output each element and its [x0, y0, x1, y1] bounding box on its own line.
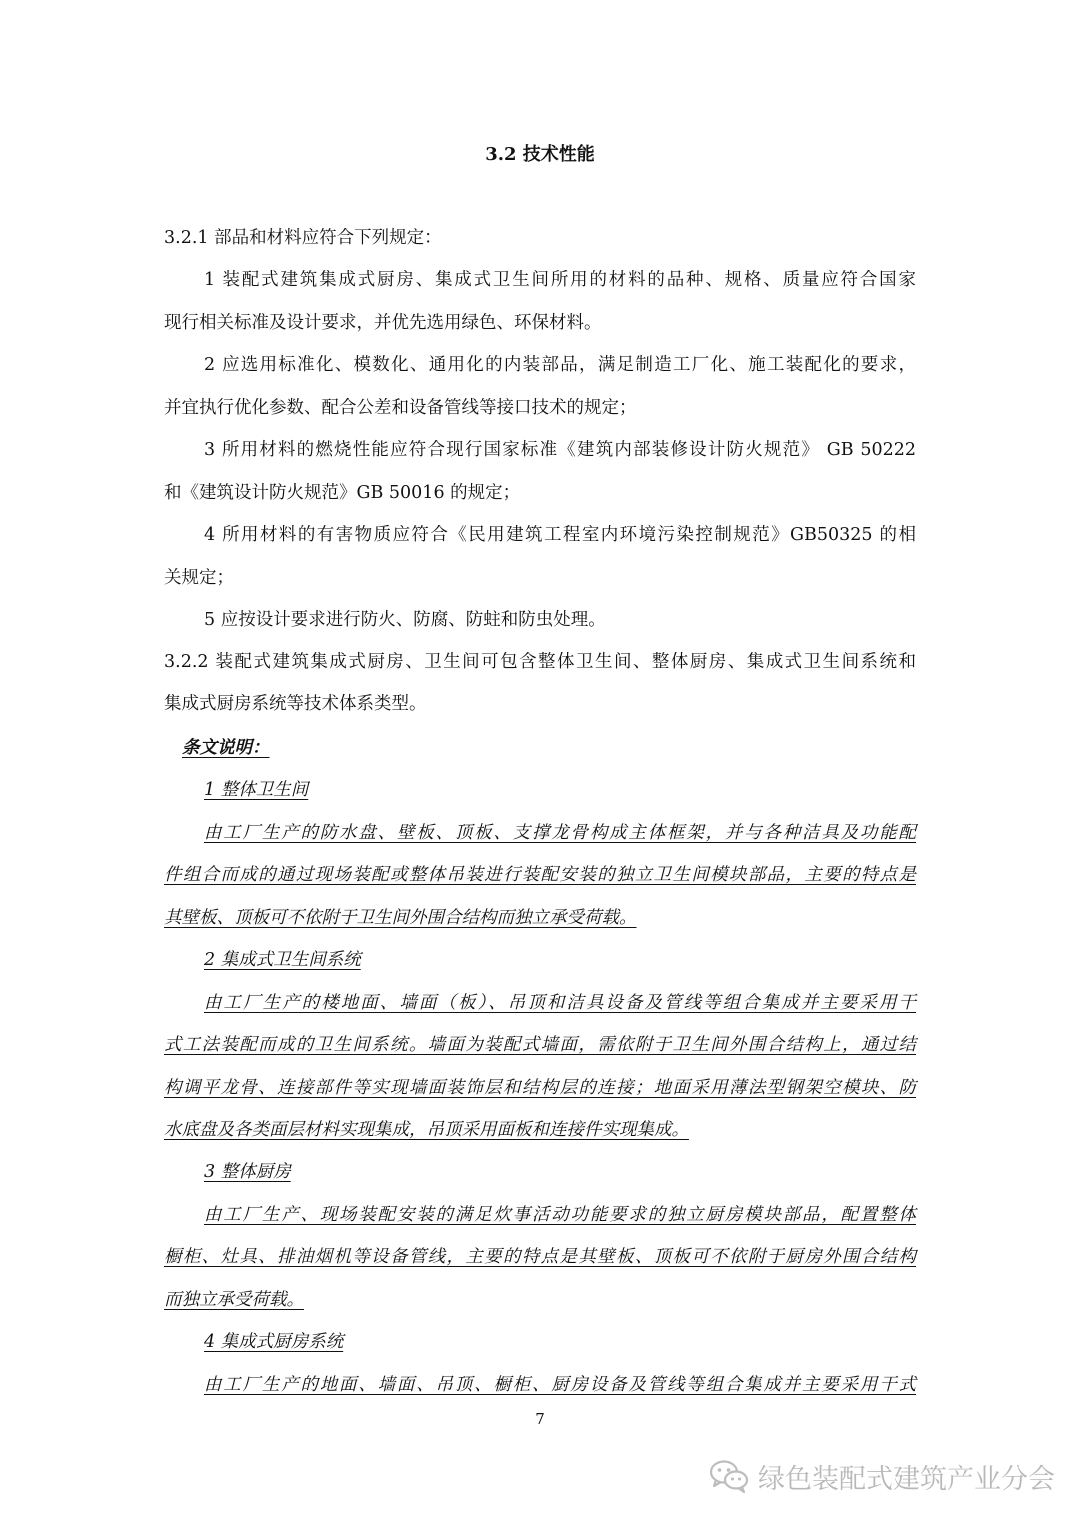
exp-3-line-1: 由工厂生产、现场装配安装的满足炊事活动功能要求的独立厨房模块部品，配置整体 [204, 1205, 916, 1225]
watermark [708, 1456, 1055, 1496]
exp-2-title: 2 集成式卫生间系统 [204, 950, 361, 970]
exp-3-line-3: 而独立承受荷载。 [164, 1290, 304, 1310]
clause-3-2-2-line-1: 3.2.2 装配式建筑集成式厨房、卫生间可包含整体卫生间、整体厨房、集成式卫生间系统和 [164, 652, 916, 672]
exp-2-line-4: 水底盘及各类面层材料实现集成，吊顶采用面板和连接件实现集成。 [164, 1120, 689, 1140]
exp-1-line-1: 由工厂生产的防水盘、壁板、顶板、支撑龙骨构成主体框架，并与各种洁具及功能配 [204, 823, 916, 843]
item-2-line-2: 并宜执行优化参数、配合公差和设备管线等接口技术的规定； [164, 398, 637, 418]
exp-4-line-1: 由工厂生产的地面、墙面、吊顶、橱柜、厨房设备及管线等组合集成并主要采用干式 [204, 1375, 916, 1395]
item-1-line-2: 现行相关标准及设计要求，并优先选用绿色、环保材料。 [164, 313, 602, 333]
watermark-text: 绿色装配式建筑产业分会 [758, 1463, 1055, 1495]
exp-1-title: 1 整体卫生间 [204, 780, 309, 800]
exp-4-title: 4 集成式厨房系统 [204, 1332, 344, 1352]
item-4-line-1: 4 所用材料的有害物质应符合《民用建筑工程室内环境污染控制规范》GB50325 的相 [204, 525, 916, 545]
page-number: 7 [535, 1410, 545, 1428]
item-4-line-2: 关规定； [164, 568, 234, 588]
exp-2-line-1: 由工厂生产的楼地面、墙面（板）、吊顶和洁具设备及管线等组合集成并主要采用干 [204, 993, 916, 1013]
clause-3-2-1: 3.2.1 部品和材料应符合下列规定： [164, 228, 442, 248]
item-1-line-1: 1 装配式建筑集成式厨房、集成式卫生间所用的材料的品种、规格、质量应符合国家 [204, 270, 916, 290]
wechat-icon [708, 1458, 750, 1494]
item-3-line-2: 和《建筑设计防火规范》GB 50016 的规定； [164, 483, 521, 503]
exp-3-line-2: 橱柜、灶具、排油烟机等设备管线，主要的特点是其壁板、顶板可不依附于厨房外围合结构 [164, 1247, 916, 1267]
clause-3-2-2-line-2: 集成式厨房系统等技术体系类型。 [164, 694, 427, 714]
item-2-line-1: 2 应选用标准化、模数化、通用化的内装部品，满足制造工厂化、施工装配化的要求， [204, 355, 916, 375]
item-3-line-1: 3 所用材料的燃烧性能应符合现行国家标准《建筑内部装修设计防火规范》 GB 50222 [204, 440, 916, 460]
exp-1-line-3: 其壁板、顶板可不依附于卫生间外围合结构而独立承受荷载。 [164, 908, 637, 928]
exp-2-line-2: 式工法装配而成的卫生间系统。墙面为装配式墙面，需依附于卫生间外围合结构上，通过结 [164, 1035, 916, 1055]
section-heading: 3.2 技术性能 [485, 144, 595, 165]
explanation-label: 条文说明： [182, 738, 270, 758]
exp-1-line-2: 件组合而成的通过现场装配或整体吊装进行装配安装的独立卫生间模块部品，主要的特点是 [164, 865, 916, 885]
exp-2-line-3: 构调平龙骨、连接部件等实现墙面装饰层和结构层的连接；地面采用薄法型钢架空模块、防 [164, 1078, 916, 1098]
exp-3-title: 3 整体厨房 [204, 1162, 291, 1182]
item-5: 5 应按设计要求进行防火、防腐、防蛀和防虫处理。 [204, 610, 606, 630]
